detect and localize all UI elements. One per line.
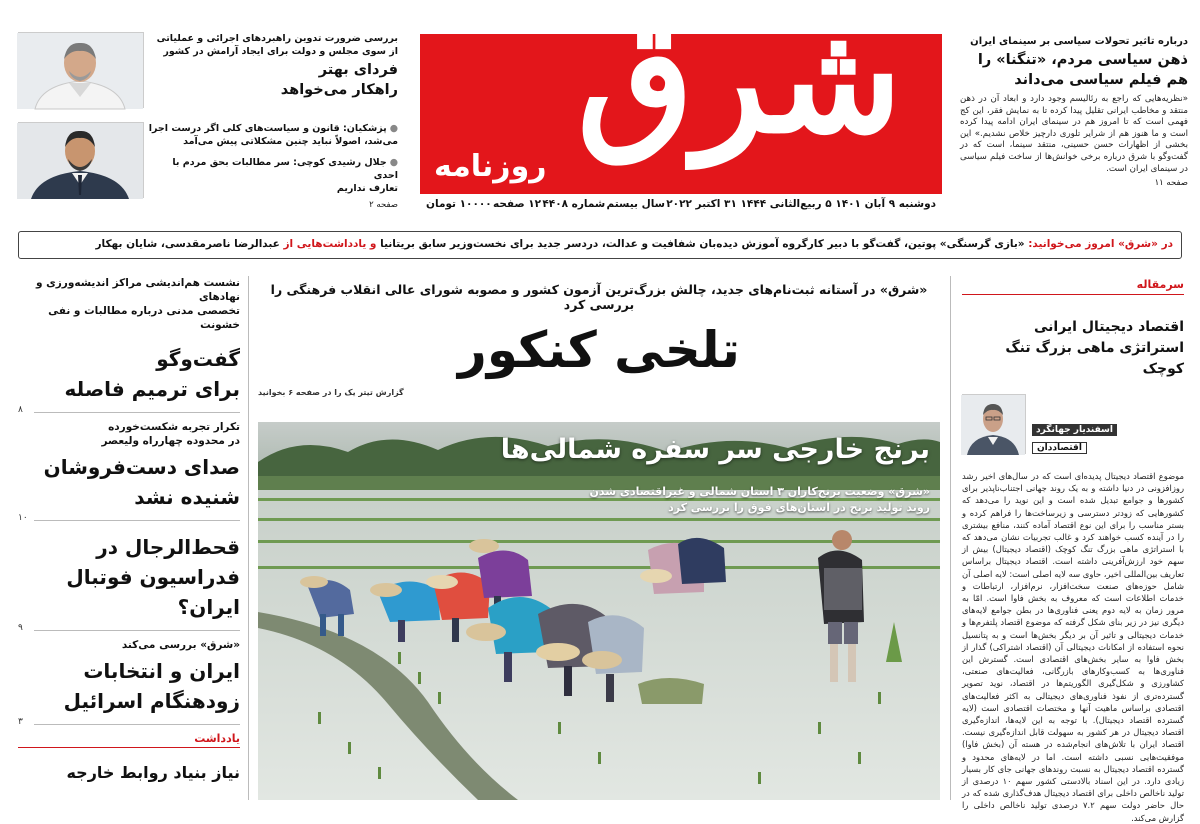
section-label: یادداشت bbox=[18, 732, 240, 748]
page-ref: صفحه ۱۱ bbox=[1154, 178, 1188, 189]
story-headline: فدراسیون فوتبال ایران؟ bbox=[66, 565, 240, 619]
price: ۱۰۰۰۰ تومان bbox=[426, 198, 492, 210]
teaser-bullet: می‌شد، اصولاً نباید چنین مشکلاتی پیش می‌آمد bbox=[183, 136, 398, 147]
story-headline: ایران و انتخابات bbox=[83, 659, 240, 683]
story-headline: صدای دست‌فروشان bbox=[43, 455, 240, 479]
todays-highlights-ticker[interactable] bbox=[18, 231, 1182, 259]
teaser-bullet: تعارف نداریم bbox=[336, 183, 398, 194]
teaser-title: راهکار می‌خواهد bbox=[280, 82, 398, 98]
teaser-bullet: ●پزشکیان: قانون و سیاست‌های کلی اگر درست اجرا bbox=[148, 123, 398, 134]
page-number: ۳ bbox=[18, 717, 23, 727]
story-kicker: تکرار تجربه شکست‌خورده bbox=[108, 421, 240, 433]
ticker-label: در «شرق» امروز می‌خوانید: bbox=[1028, 238, 1173, 250]
dateline bbox=[420, 198, 942, 210]
page-number: ۸ bbox=[18, 405, 23, 415]
teaser-title: ذهن سیاسی مردم، «تنگنا» را هم فیلم سیاسی می‌داند bbox=[977, 52, 1188, 88]
editorial-title[interactable]: اقتصاد دیجیتال ایرانی استراتژی ماهی بزرگ تنگ کوچک bbox=[1005, 319, 1184, 377]
photo-subtitle: «شرق» وضعیت برنج‌کاران ۳ استان شمالی و غیراقتصادی شدن روند تولید برنج در استان‌های فوق را بررسی کرد bbox=[589, 485, 930, 514]
story-headline: شنیده نشد bbox=[134, 485, 240, 509]
editorial-body: موضوع اقتصاد دیجیتال پدیده‌ای است که در سال‌های اخیر رشد روزافزونی در دنیا داشته و به یک روند جهانی اجتناب‌ناپذیر برای کشورها و جوامع تبدیل شده است و این نوید را می‌دهد که کشورهایی که زودتر دسترسی و زیرساخت‌ها را فراهم کرده و بستر مناسب را برای این نوع اقتصاد آماده کنند، منافع بیشتری را در آینده کسب خواهند کرد و غالب تجربیات نشان می‌دهد که با استراتژی ماهی بزرگ تنگ کوچک (اقتصاد دیجیتال) بیش از سهم خود ارزش‌آفرینی داشته است. اقتصاد دیجیتال براساس تعاریف بین‌المللی اخیر، حاوی سه لایه اصلی است: لایه اصلی آن شامل حوزه‌های صنعت سخت‌افزار، نرم‌افزار، ارتباطات و خدمات اطلاعات است که معروف به بخش فاوا است. امّا به مرور زمان به لایه دوم یعنی فناوری‌ها در بطن جوامع لایه‌های دیگری نیز در زیر بنای شکل گرفته که موضوع اقتصاد پلتفرم‌ها و خدمات دیجیتالی و تاثیر آن بر دیگر بخش‌ها است و به پتانسیل نحوه استفاده از امکانات دیجیتالی آن (اقتصاد اشتراکی) گذار از بخش فاوا به سایر بخش‌های اقتصادی است. گسترش این فناوری‌ها به کسب‌وکارهای بازرگانی، فعالیت‌های صنعتی، کشاورزی و شکل‌گیری الگوریتم‌ها در اقتصاد، نوید تصویر گسترده‌تری از نفوذ فناوری‌های دیجیتالی به اکثر فعالیت‌های اقتصادی براساس ماهیت آنها و مختصات اقتصادی است (لایه گسترده اقتصاد دیجیتال). با توجه به این لایه‌ها، اندازه‌گیری اقتصاد دیجیتال در هر کشور به سهولت قابل اندازه‌گیری نیست. اقتصاد ایران با تلاش‌های انجام‌شده در هسته آن (بخش فاوا) موفقیت‌هایی نسبی داشته است. اما در لایه‌های محدود و گسترده اقتصاد دیجیتال به نسبت روندهای جهانی جای کار بسیار زیادی دارد. در این اسناد بالادستی کشور سهم ۱۰ درصدی از تولید ناخالص داخلی برای اقتصاد دیجیتال هدف‌گذاری شده که در حال حاضر دولت سهم ۷.۲ درصدی تولید ناخالص داخلی را گزارش می‌کند. bbox=[962, 471, 1184, 823]
portrait-photo-1 bbox=[18, 32, 144, 108]
author-photo bbox=[962, 394, 1026, 454]
column-divider bbox=[248, 276, 249, 800]
left-story-3[interactable] bbox=[18, 532, 240, 622]
author-box bbox=[962, 394, 1184, 460]
masthead-title: شرق bbox=[577, 0, 902, 167]
masthead-subtitle: روزنامه bbox=[434, 149, 547, 184]
left-story-2[interactable] bbox=[18, 420, 240, 512]
editorial-column bbox=[962, 278, 1184, 824]
story-separator bbox=[18, 622, 240, 638]
left-story-5[interactable] bbox=[18, 758, 240, 788]
story-separator bbox=[18, 716, 240, 732]
main-story bbox=[258, 278, 940, 380]
ticker-text-2: عبدالرضا ناصرمقدسی، شایان بهکار bbox=[95, 238, 284, 250]
photo-headline[interactable]: برنج خارجی سر سفره شمالی‌ها bbox=[500, 434, 930, 465]
story-kicker: نشست هم‌اندیشی مراکز اندیشه‌ورزی و نهادهای bbox=[35, 277, 240, 303]
story-headline: برای ترمیم فاصله bbox=[64, 377, 240, 401]
story-headline: نیاز بنیاد روابط خارجه bbox=[66, 763, 240, 782]
story-separator bbox=[18, 404, 240, 420]
story-headline: قحط‌الرجال در bbox=[96, 535, 240, 559]
author-role: اقتصاددان bbox=[1032, 442, 1087, 454]
volume-year: سال بیستم bbox=[606, 198, 665, 210]
teaser-kicker: درباره تاثیر تحولات سیاسی بر سینمای ایران bbox=[970, 36, 1188, 47]
left-story-1[interactable] bbox=[18, 276, 240, 404]
left-story-4[interactable] bbox=[18, 638, 240, 716]
page-number: ۹ bbox=[18, 623, 23, 633]
date: دوشنبه ۹ آبان ۱۴۰۱ ۵ ربیع‌الثانی ۱۴۴۴ ۳۱ اکتبر ۲۰۲۲ bbox=[666, 198, 936, 210]
header-left-item-2[interactable] bbox=[12, 122, 402, 210]
column-divider bbox=[950, 276, 951, 800]
teaser-body: «نظریه‌هایی که راجع به رئالیسم وجود دارد و ابعاد آن در ذهن منتقد و مخاطب ایرانی تقلیل پیدا کرده تا به نمایش فقر، این کج فهمی است که تا امروز هم در سینمای ایران ادامه پیدا کرده است و ما هنوز هم از شرایر تلوری دارچیز خلاص نشدیم.» این بخشی از اظهارات حسن حسینی، منتقد سینما، است که در گفت‌وگو با شرق درباره برخی خوانش‌ها از ساخت فیلم سیاسی در سینمای ایران است. bbox=[960, 94, 1188, 174]
ticker-label-2: و یادداشت‌هایی از bbox=[283, 238, 377, 250]
left-column bbox=[18, 276, 240, 788]
ticker-text: «بازی گرسنگی» پوتین، گفت‌گو با دبیر کارگروه آموزش دیده‌بان شفافیت و عدالت، دردسر جدید برای نخست‌وزیر سابق بریتانیا bbox=[376, 238, 1029, 250]
teaser-kicker: بررسی ضرورت تدوین راهبردهای اجرائی و عملیاتی bbox=[156, 33, 398, 44]
section-label: سرمقاله bbox=[962, 278, 1184, 295]
report-note: گزارش تیتر یک را در صفحه ۶ بخوانید bbox=[258, 388, 404, 397]
story-separator bbox=[18, 512, 240, 528]
portrait-photo-2 bbox=[18, 122, 144, 198]
main-headline[interactable]: تلخی کنکور bbox=[458, 321, 740, 379]
rice-field-photo[interactable] bbox=[258, 422, 940, 800]
story-kicker: تخصصی مدنی درباره مطالبات و نفی خشونت bbox=[48, 305, 240, 331]
header-left-item-1[interactable] bbox=[12, 32, 402, 112]
masthead-logo bbox=[420, 0, 942, 194]
page-ref: صفحه ۲ bbox=[369, 200, 398, 210]
story-headline: گفت‌وگو bbox=[156, 347, 240, 371]
story-kicker: در محدوده چهارراه ولیعصر bbox=[101, 435, 240, 447]
page-number: ۱۰ bbox=[18, 513, 28, 523]
story-kicker: «شرق» بررسی می‌کند bbox=[121, 639, 240, 651]
teaser-bullet: ●جلال رشیدی کوچی: سر مطالبات بحق مردم با احدی bbox=[172, 157, 398, 181]
main-kicker: «شرق» در آستانه ثبت‌نام‌های جدید، چالش بزرگ‌ترین آزمون کشور و مصوبه شورای عالی انقلاب فرهنگی را بررسی کرد bbox=[270, 282, 928, 312]
story-headline: زودهنگام اسرائیل bbox=[63, 689, 240, 713]
teaser-title: فردای بهتر bbox=[318, 62, 398, 78]
author-name: اسفندیار جهانگرد bbox=[1032, 424, 1117, 436]
issue-number: شماره ۴۴۰۸ bbox=[542, 198, 606, 210]
teaser-kicker: از سوی مجلس و دولت برای ایجاد آرامش در کشور bbox=[163, 46, 398, 57]
header-right-teaser[interactable] bbox=[960, 36, 1188, 188]
page-count: ۱۲ صفحه bbox=[492, 198, 542, 210]
